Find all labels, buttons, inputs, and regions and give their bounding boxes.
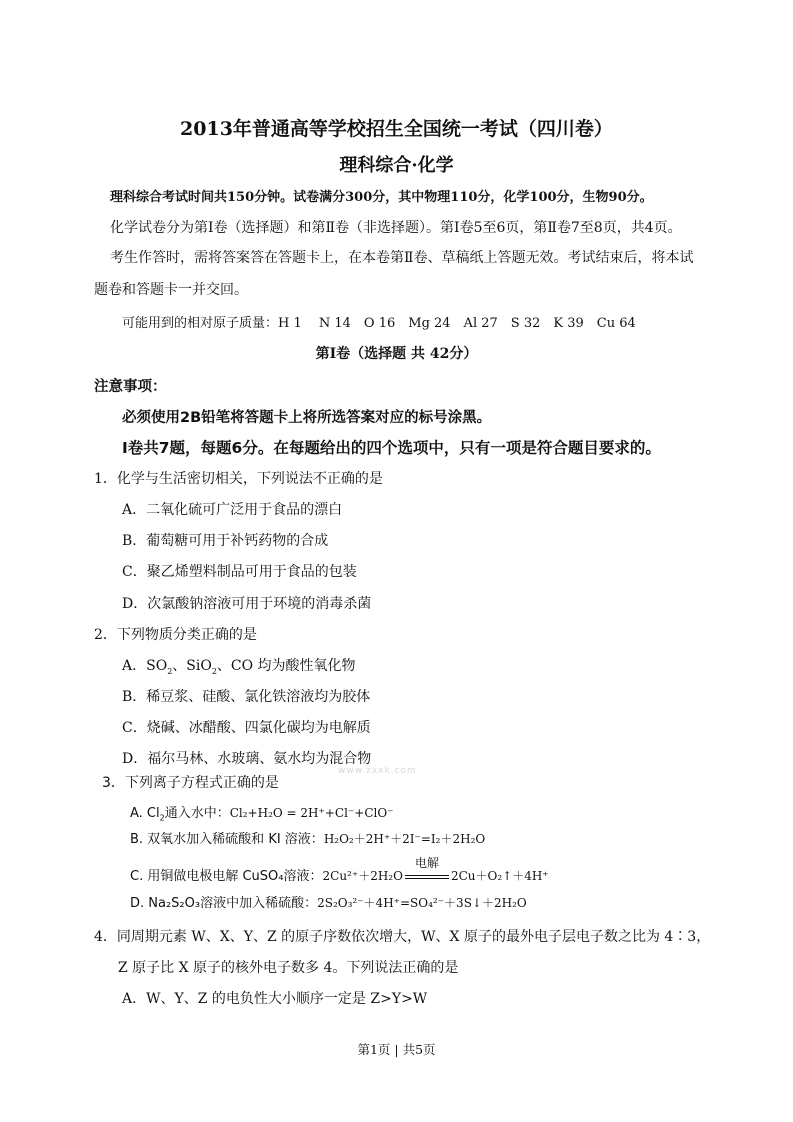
question-1-stem: 1．化学与生活密切相关，下列说法不正确的是 xyxy=(94,471,383,487)
question-1-option-d: D．次氯酸钠溶液可用于环境的消毒杀菌 xyxy=(122,596,372,612)
question-1-option-a: A．二氧化硫可广泛用于食品的漂白 xyxy=(122,502,343,518)
question-1-option-b: B．葡萄糖可用于补钙药物的合成 xyxy=(122,533,329,549)
question-2-option-a: A．$SO_2$、SiO$_2$、CO 均为酸性氧化物 xyxy=(122,658,356,676)
question-2-option-b: B．稀豆浆、硅酸、氯化铁溶液均为胶体 xyxy=(122,689,371,705)
question-3-option-b: B. 双氧水加入稀硫酸和 KI 溶液：H₂O₂＋2H⁺＋2I⁻=I₂＋2H₂O xyxy=(130,832,486,847)
notes-heading: 注意事项： xyxy=(94,379,167,395)
intro-time-line: 理科综合考试时间共150分钟。试卷满分300分，其中物理110分，化学100分，生物90分。 xyxy=(110,190,653,205)
section-title: 第Ⅰ卷（选择题 共 42分） xyxy=(315,346,478,362)
electrolysis-arrow: 电解 xyxy=(403,869,451,884)
watermark: www.zxxk.com xyxy=(338,766,417,776)
exam-subtitle: 理科综合·化学 xyxy=(339,155,454,176)
question-1-option-c: C．聚乙烯塑料制品可用于食品的包装 xyxy=(122,564,357,580)
page-footer: 第1页 | 共5页 xyxy=(357,1042,436,1057)
intro-instructions-line: 考生作答时，需将答案答在答题卡上，在本卷第Ⅱ卷、草稿纸上答题无效。考试结束后，将本试 xyxy=(110,250,694,266)
question-4-stem-line-2: Z 原子比 X 原子的核外电子数多 4。下列说法正确的是 xyxy=(118,960,459,976)
intro-structure-line: 化学试卷分为第Ⅰ卷（选择题）和第Ⅱ卷（非选择题）。第Ⅰ卷5至6页，第Ⅱ卷7至8页，共4页。 xyxy=(110,220,682,236)
question-3-option-a: A. $Cl_2$通入水中：Cl₂+H₂O = 2H⁺+Cl⁻+ClO⁻ xyxy=(130,806,394,823)
atomic-masses: 可能用到的相对原子质量：H 1 N 14 O 16 Mg 24 Al 27 S 32 K 39 Cu 64 xyxy=(122,316,636,331)
question-3-stem: 3．下列离子方程式正确的是 xyxy=(102,775,279,791)
question-4-option-a: A．W、Y、Z 的电负性大小顺序一定是 Z>Y>W xyxy=(122,991,428,1007)
question-2-option-d: D．福尔马林、水玻璃、氨水均为混合物 xyxy=(122,751,372,767)
question-2-stem: 2．下列物质分类正确的是 xyxy=(94,627,257,643)
question-4-stem-line-1: 4．同周期元素 W、X、Y、Z 的原子序数依次增大，W、X 原子的最外电子层电子数之比为 4∶3， xyxy=(94,929,711,945)
intro-instructions-line-2: 题卷和答题卡一并交回。 xyxy=(94,282,248,298)
note-1: 必须使用2B铅笔将答题卡上将所选答案对应的标号涂黑。 xyxy=(122,410,492,426)
question-3-option-c: C. 用铜做电极电解 CuSO₄溶液：2Cu²⁺＋2H₂O 电解 2Cu＋O₂↑＋4H⁺ xyxy=(130,856,549,884)
question-2-option-c: C．烧碱、冰醋酸、四氯化碳均为电解质 xyxy=(122,720,371,736)
exam-title: 2013年普通高等学校招生全国统一考试（四川卷） xyxy=(180,118,613,140)
question-3-option-d: D. Na₂S₂O₃溶液中加入稀硫酸：2S₂O₃²⁻＋4H⁺=SO₄²⁻＋3S↓＋2H₂O xyxy=(130,896,527,911)
note-2: Ⅰ卷共7题，每题6分。在每题给出的四个选项中，只有一项是符合题目要求的。 xyxy=(122,439,661,457)
